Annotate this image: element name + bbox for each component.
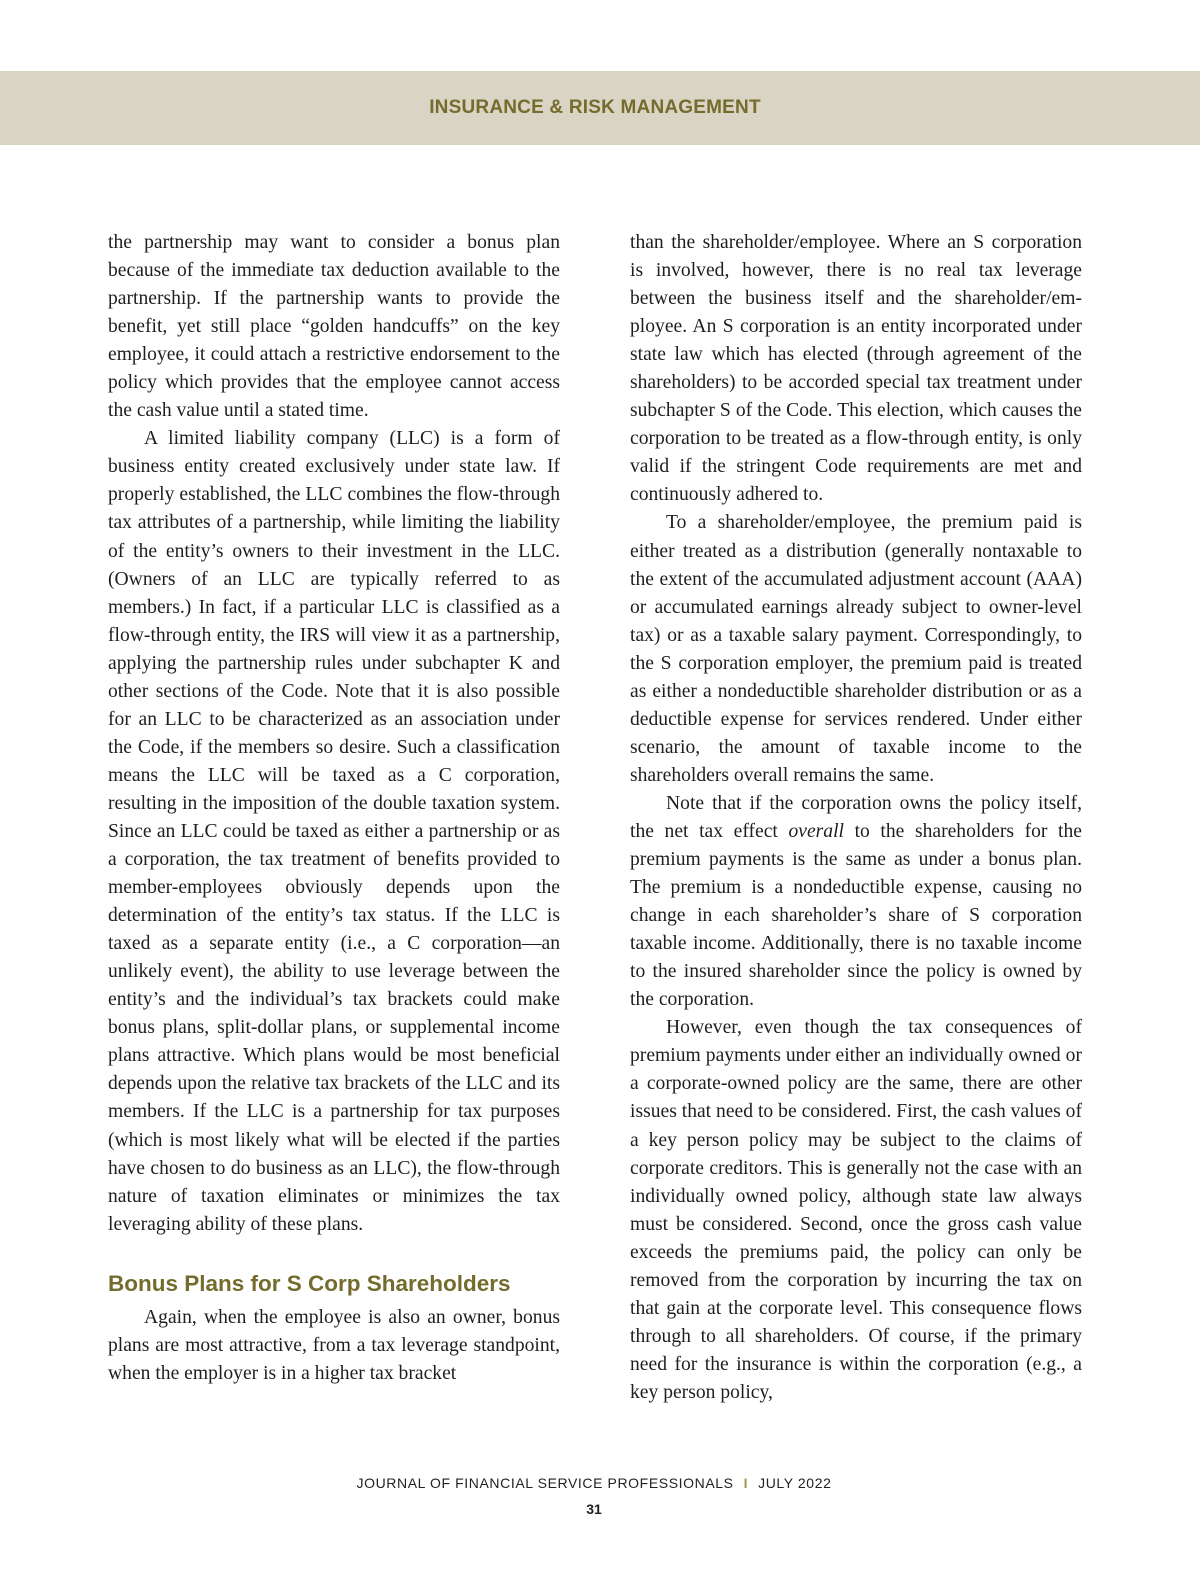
section-title: INSURANCE & RISK MANAGEMENT: [429, 97, 761, 118]
paragraph-text: to the shareholders for the premium payments is the same as under a bonus plan. The premium is a nondeductible expense, causing no change in each shareholder’s share of S corporation taxable income. Additionally, there is no taxable income to the insured shareholder since the policy is owned by the corporation.: [630, 820, 1082, 1011]
left-paragraph-2: A limited liability company (LLC) is a form of business entity created exclusively under state law. If properly established, the LLC combines the flow-through tax attributes of a partnership, while limiting the liability of the entity’s owners to their investment in the LLC. (Owners of an LLC are typically referred to as members.) In fact, if a particular LLC is classified as a flow-through entity, the IRS will view it as a partnership, applying the partnership rules under subchapter K and other sections of the Code. Note that it is also possible for an LLC to be characterized as an association under the Code, if the members so desire. Such a classification means the LLC will be taxed as a C corporation, resulting in the imposition of the double taxation system. Since an LLC could be taxed as either a partnership or as a corporation, the tax treatment of benefits provided to member-employees obviously depends upon the determination of the entity’s tax status. If the LLC is taxed as a separate entity (i.e., a C corporation—an unlikely event), the ability to use leverage between the entity’s and the individual’s tax brackets could make bonus plans, split-dollar plans, or supplemental income plans attractive. Which plans would be most beneficial depends upon the relative tax brackets of the LLC and its members. If the LLC is a partnership for tax purposes (which is most likely what will be elected if the parties have chosen to do business as an LLC), the flow-through nature of taxation eliminates or minimizes the tax leveraging ability of these plans.: [108, 428, 560, 1235]
right-paragraph-3: [630, 790, 1082, 1014]
right-paragraph-4: However, even though the tax consequences of premium payments under either an individually owned or a corporate-owned policy are the same, there are other issues that need to be considered. First, the cash values of a key person policy may be subject to the claims of corporate creditors. This is generally not the case with an individually owned policy, although state law always must be considered. Second, once the gross cash value exceeds the premiums paid, the policy can only be removed from the corporation by incurring the tax on that gain at the corporate level. This consequence flows through to all shareholders. Of course, if the primary need for the insurance is within the corporation (e.g., a key person policy,: [630, 1017, 1082, 1403]
issue-date: JULY 2022: [758, 1475, 832, 1491]
page-number: 31: [586, 1501, 602, 1517]
paragraph-text: Note that if the corporation owns the policy itself, the net tax effect: [630, 792, 1082, 842]
right-column: [630, 229, 1082, 1407]
right-paragraph-1: than the shareholder/employee. Where an S corporation is involved, however, there is no real tax leverage between the business itself and the shareholder/employee. An S corporation is an entity incorporated under state law which has elected (through agreement of the shareholders) to be accorded special tax treatment under subchapter S of the Code. This election, which causes the corporation to be treated as a flow-through entity, is only valid if the stringent Code requirements are met and continuously adhered to.: [630, 232, 1082, 506]
footer-separator: I: [743, 1475, 749, 1491]
left-paragraph-1: the partnership may want to consider a bonus plan because of the immediate tax deduction available to the partnership. If the partnership wants to provide the benefit, yet still place “golden handcuffs” on the key employee, it could attach a restrictive endorsement to the policy which provides that the employee cannot access the cash value until a stated time.: [108, 232, 560, 422]
journal-name: JOURNAL OF FINANCIAL SERVICE PROFESSIONALS: [356, 1475, 734, 1491]
left-column: [108, 229, 560, 1388]
left-paragraph-3: Again, when the employee is also an owner, bonus plans are most attractive, from a tax leverage standpoint, when the employer is in a higher tax bracket: [108, 1306, 560, 1384]
footer: [0, 1475, 1188, 1491]
section-heading: Bonus Plans for S Corp Shareholders: [108, 1270, 511, 1296]
right-paragraph-2: To a shareholder/employee, the premium paid is either treated as a distribution (generally nontaxable to the extent of the accumulated adjustment account (AAA) or accumulated earnings already subject to owner-level tax) or as a taxable salary payment. Correspondingly, to the S corporation employer, the premium paid is treated as either a nondeductible shareholder distribution or as a deductible expense for services rendered. Under either scenario, the amount of taxable income to the shareholders overall remains the same.: [630, 512, 1082, 786]
emphasis-text: overall: [788, 820, 844, 842]
